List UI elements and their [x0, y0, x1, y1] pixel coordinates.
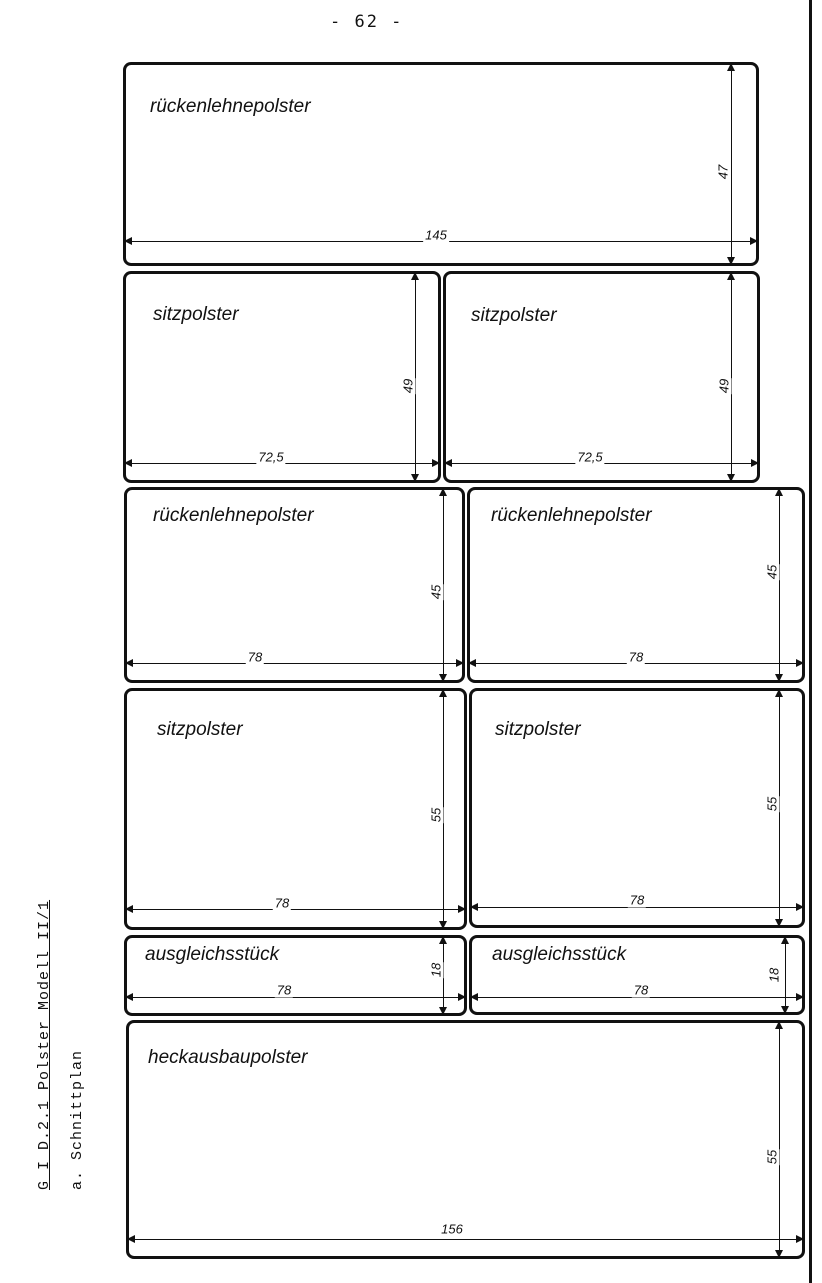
height-label: 49: [400, 378, 416, 394]
height-label: 18: [428, 962, 444, 978]
page-number: - 62 -: [330, 12, 404, 32]
piece-label: ausgleichsstück: [492, 944, 627, 965]
height-label: 55: [764, 796, 780, 812]
width-label: 78: [633, 982, 649, 998]
height-label: 45: [764, 564, 780, 580]
width-label: 78: [247, 649, 263, 665]
height-label: 47: [715, 164, 731, 180]
height-dimension-line: [779, 489, 780, 681]
piece-label: rückenlehnepolster: [153, 505, 314, 526]
side-caption: [36, 770, 106, 1190]
width-label: 78: [276, 982, 292, 998]
width-dimension-line: [128, 1239, 803, 1240]
height-dimension-line: [779, 1022, 780, 1257]
height-dimension-line: [785, 937, 786, 1013]
height-label: 49: [716, 378, 732, 394]
piece-label: sitzpolster: [495, 719, 581, 740]
width-label: 156: [441, 1221, 463, 1237]
piece-label: heckausbaupolster: [148, 1047, 308, 1068]
piece-label: ausgleichsstück: [145, 944, 280, 965]
width-dimension-line: [126, 997, 465, 998]
height-label: 55: [764, 1149, 780, 1165]
width-label: 78: [629, 892, 645, 908]
piece-label: sitzpolster: [471, 305, 557, 326]
piece-label: sitzpolster: [153, 304, 239, 325]
piece-label: sitzpolster: [157, 719, 243, 740]
width-dimension-line: [126, 909, 465, 910]
page-edge-rule: [809, 0, 812, 1283]
height-dimension-line: [731, 64, 732, 264]
side-title: G I D.2.1 Polster Modell II/1: [36, 899, 53, 1190]
side-subtitle: a. Schnittplan: [69, 1049, 86, 1190]
width-label: 72,5: [577, 449, 603, 465]
width-label: 78: [628, 649, 644, 665]
height-label: 55: [428, 807, 444, 823]
piece-label: rückenlehnepolster: [150, 96, 311, 117]
height-label: 18: [766, 967, 782, 983]
width-label: 145: [425, 227, 447, 243]
height-label: 45: [428, 584, 444, 600]
piece-label: rückenlehnepolster: [491, 505, 652, 526]
width-dimension-line: [126, 663, 463, 664]
width-label: 72,5: [258, 449, 284, 465]
width-label: 78: [274, 895, 290, 911]
